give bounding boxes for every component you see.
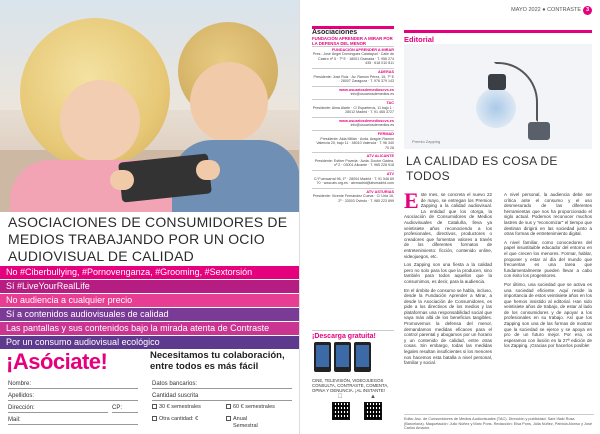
option-label: 60 € semestrales (233, 404, 275, 410)
directory-entry (312, 46, 394, 68)
directory-entry (312, 188, 394, 206)
membership-form (0, 378, 300, 434)
android-icon[interactable]: ▲ (370, 394, 376, 400)
directory-entry[interactable] (312, 117, 394, 130)
paragraph: En el ámbito de consumo se habla, incluso, desde la Fundación Aprender a Mirar, a desde la Asociación de Consumidores, es pide a los directivos de los medios y las plataformas una responsabilidad social que vaya más allá de los beneficios tangibles. Promovemos la defensa del menor, demandamos medidas eficaces para el control parental y abogamos por un horario y un contenido de calidad, entre otras cosas. Sin embargo, todas las medidas legales resultan insuficientes si los menores nos hacemos esta batalla a nivel personal, familiar y social. (404, 287, 492, 366)
directory-entry (312, 152, 394, 170)
option-60-checkbox[interactable] (226, 404, 275, 410)
entry-name: ADERAS (377, 69, 394, 74)
photo-caption: Premio Zapping (412, 139, 441, 144)
paragraph: Por último, una sociedad que se activa es una sociedad eficiente. Aquí reside la importancia de estos veintisiete años en los que hemos insistido al editorial. Han sido veintisiete años de trabajo, de estar al lado de los consumidores y de apoyar a los profesionales en su trabajo. Así que los Zapping son una de las formas de mostrar que la sociedad se ejerce y se apoya en pro de un futuro mejor. Por eso, os esperamos con ilusión en la 27ª edición de los Zapping. ¡Gracias por hacerlos posible! (504, 281, 592, 349)
directory-entry[interactable] (312, 86, 394, 99)
amount-field (152, 392, 292, 401)
name-label: Nombre: (8, 381, 32, 387)
slogan-bar: Sí #LiveYourRealLife (0, 280, 300, 293)
join-tagline: Necesitamos tu colaboración, entre todos es más fácil (150, 350, 285, 372)
checkbox-icon (152, 416, 157, 421)
slogan-bar: No #Ciberbullying, #Pornovenganza, #Grooming, #Sextorsión (0, 266, 300, 279)
slogan-bar: Sí a contenidos audiovisuales de calidad (0, 308, 300, 321)
postcode-field[interactable] (112, 404, 138, 413)
directory-entry (312, 170, 394, 188)
join-heading: ¡Asóciate! (6, 349, 108, 374)
qr-code-icon[interactable] (364, 402, 382, 420)
hand (110, 170, 134, 190)
paragraph-text: ste mes, se concreta el nuevo 22 de mayo, se entregan los Premios Zapping a la calidad audiovisual. La entidad que los otorga, la Asociación de Consumidores de Medios Audiovisuales de Cataluña, lleva ya veintisiete años reconociendo a los profesionales, directivos, productores o creadores que fomentan valores a través de los diferentes formatos de entretenimiento: ficción, contenido online, videojuegos, etc. (404, 192, 492, 259)
option-label: 30 € semestrales (159, 404, 201, 410)
entry-email[interactable]: info@usuariosdemedios.es (350, 123, 394, 128)
lamp-head (488, 74, 506, 90)
address-field[interactable] (8, 404, 108, 413)
entry-text: Pres.: José Ángel Domínguez Calatayud · Calle de Castro nº 5 · 7º E · 18001 Granada · T. 956 274 435 · 618 010 811 (312, 52, 394, 66)
name-field[interactable] (8, 380, 138, 389)
entry-text: Presidente: José Ruiz · Av. Ramón Pérez, 15, 7º E · 28007 Zaragoza · T. 976 379 143 (313, 74, 394, 84)
editorial-title: LA CALIDAD ES COSA DE TODOS (406, 154, 558, 183)
entry-name: ATV ALICANTE (366, 154, 394, 159)
directory-entry (312, 99, 394, 117)
option-other-checkbox[interactable] (152, 416, 198, 422)
currency-label: € (195, 416, 199, 422)
entry-text: Presidente: Aida Millán · Avda. Aragón Ramón Valencia 20, bajo 11 · 46010 Valencia · T. 96 340 70 28 (316, 136, 394, 150)
amount-label: Cantidad suscrita (152, 393, 199, 399)
download-title: ¡Descarga gratuita! (312, 330, 394, 340)
editorial-column-1 (404, 188, 492, 369)
page-header (511, 6, 592, 15)
option-semester-label: Semestral (233, 423, 258, 429)
directory-subtitle: FUNDACIÓN APRENDER A MIRAR POR LA DEFENSA DEL MENOR (312, 35, 393, 46)
entry-link[interactable]: www.usuariosdemedioscvs.es (339, 118, 394, 123)
lamp-base (528, 122, 550, 140)
apple-icon[interactable] (338, 394, 343, 400)
drop-cap: E (404, 188, 419, 213)
entry-text: Presidente: Esther Poveda · Avda. Doctor Gadea, nº 2 · 03001 Alicante · T. 965 228 918 (314, 158, 394, 168)
surname-field[interactable] (8, 392, 138, 401)
page-number: 3 (583, 6, 592, 15)
option-30-checkbox[interactable] (152, 404, 201, 410)
award-lamp-photo (404, 44, 592, 149)
postcode-label: CP: (112, 405, 123, 411)
entry-name: ATV (386, 172, 394, 177)
option-label: Anual (233, 416, 248, 422)
issue-label: MAYO 2022 ● CONTRASTE (511, 7, 581, 13)
directory-entry (312, 68, 394, 86)
entry-name: TAC (386, 100, 394, 105)
app-download-panel (312, 330, 394, 430)
surname-label: Apellidos: (8, 393, 35, 399)
bank-details-label: Datos bancarios: (152, 381, 198, 387)
entry-name: FERMAD (377, 131, 394, 136)
entry-text: Presidente: Vicente Fernández Cueva · C/ Uría 16, 2º · 33003 Oviedo · T. 985 223 899 (312, 194, 394, 204)
paragraph: Los Zapping son una fiesta a la calidad pero no solo para los que la producen, sino también para todos aquellos que la consumimos, es decir, para la audiencia. (404, 262, 492, 284)
email-label: Mail: (8, 417, 21, 423)
campaign-title: ASOCIACIONES DE CONSUMIDORES DE MEDIOS TRABAJANDO POR UN OCIO AUDIOVISUAL DE CALIDAD (8, 214, 288, 264)
phone-icon (314, 342, 331, 372)
bank-details-field[interactable] (152, 380, 292, 389)
download-text: CINE, TELEVISIÓN, VIDEOJUEGOS CONSULTA, CONTRASTE, COMENTA, OPINA Y DENUNCIA. ¡AL INSTANTE! (312, 378, 389, 393)
entry-link[interactable]: www.usuariosdemedioscvs.es (339, 87, 394, 92)
right-page (300, 0, 600, 434)
address-label: Dirección: (8, 405, 35, 411)
slogan-bars (0, 266, 300, 350)
entry-name: ATV ASTURIAS (366, 189, 394, 194)
boy-face (190, 62, 268, 142)
checkbox-icon (226, 416, 231, 421)
phone-icon (354, 342, 371, 372)
entry-name: FUNDACIÓN APRENDER A MIRAR (331, 47, 394, 52)
slogan-bar: Por un consumo audiovisual ecológico (0, 336, 300, 349)
hand (196, 160, 220, 180)
email-field[interactable] (8, 416, 138, 425)
associations-directory (312, 26, 394, 326)
directory-header (312, 26, 394, 46)
checkbox-icon (226, 404, 231, 409)
entry-text: C/ Fuencarral 96, 1º · 28004 Madrid · T. 91 546 69 70 · www.atv.org.es · atvmadrid@atvmadrid.com (313, 176, 394, 186)
girl-face (60, 80, 140, 162)
section-tag: Editorial (404, 30, 592, 44)
paragraph: A nivel personal, la audiencia debe ser crítica ante el consumo y el uso desmesurado de las diferentes herramientas que nos ha proporcionado el siglo actual. Podemos reconocer muchos lastres de sus y "economizar" el tiempo que destinan dirigirá en las sociedad junto a otras formas de entretenimiento digital. (504, 192, 592, 237)
entry-text: Presidente: Alma Alarte · C/ Esparteros, 11 bajo 1 · 28012 Madrid · T. 91 465 3727 (312, 105, 394, 115)
lamp-arm (494, 62, 538, 122)
children-with-tablet-photo (0, 0, 300, 212)
qr-code-icon[interactable] (332, 402, 350, 420)
directory-entry (312, 130, 394, 152)
checkbox-icon (152, 404, 157, 409)
slogan-bar: Las pantallas y sus contenidos bajo la mirada atenta de Contraste (0, 322, 300, 335)
credits-footer: Edita: Asc. de Consumidores de Medios Audiovisuales (TAC). Dirección y publicidad: Sant Iñaki Rosa (Barcelona). Maquetación: Julio Núñez y Marc Pons. Redacción: Elsa Pons, Júlia Núñez, Patricia Alonso y José Carlos Amador. (404, 414, 594, 431)
slogan-bar: No audiencia a cualquier precio (0, 294, 300, 307)
editorial-column-2 (504, 192, 592, 352)
paragraph: A nivel familiar, como conocedores del papel insustituible educador del entorno en el que crecen los menores. Formar, hablar, proponer y estar al día del mundo que frecuentan es una tarea que fundamentalmente pueden llevar a cabo con éxito los progenitores. (504, 239, 592, 279)
directory-title: Asociaciones (312, 29, 358, 36)
phone-icon (334, 342, 351, 372)
paragraph (404, 188, 492, 259)
option-annual-checkbox[interactable] (226, 416, 247, 422)
option-label: Otra cantidad: (159, 416, 194, 422)
entry-email[interactable]: info@usuariosdemedios.es (350, 92, 394, 97)
